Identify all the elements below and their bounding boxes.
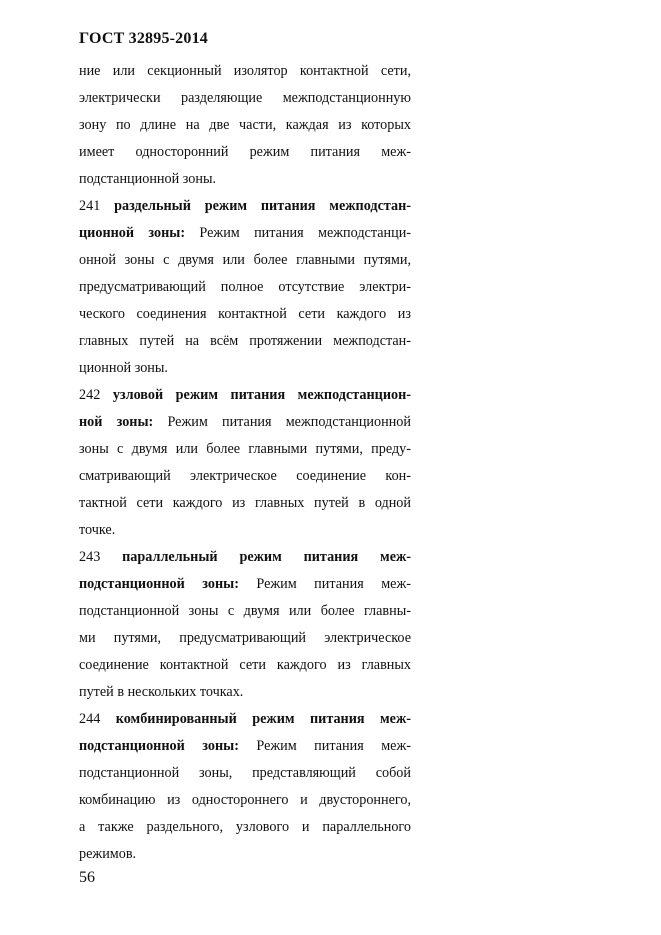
text-run: имеет односторонний режим питания меж- bbox=[79, 144, 411, 160]
text-line bbox=[79, 814, 411, 841]
text-line bbox=[79, 193, 411, 220]
text-run: Режим питания меж- bbox=[238, 576, 411, 592]
text-run: ми путями, предусматривающий электрическое bbox=[79, 630, 411, 646]
text-run: главных путей на всём протяжении межподстан- bbox=[79, 333, 411, 349]
text-line bbox=[79, 112, 411, 139]
term-heading: ной зоны: bbox=[79, 414, 154, 430]
text-line bbox=[79, 598, 411, 625]
text-run: режимов. bbox=[79, 846, 137, 862]
text-line bbox=[79, 436, 411, 463]
term-heading: подстанционной зоны: bbox=[79, 738, 239, 754]
text-line bbox=[79, 247, 411, 274]
text-line bbox=[79, 166, 411, 193]
text-run: а также раздельного, узлового и параллельного bbox=[79, 819, 411, 835]
text-run: онной зоны с двумя или более главными путями, bbox=[79, 252, 411, 268]
text-line bbox=[79, 409, 411, 436]
text-run: соединение контактной сети каждого из главных bbox=[79, 657, 411, 673]
text-run: зону по длине на две части, каждая из которых bbox=[79, 117, 411, 133]
text-line bbox=[79, 841, 411, 868]
page-number: 56 bbox=[79, 869, 95, 886]
text-run: 241 bbox=[79, 198, 115, 214]
text-run: подстанционной зоны. bbox=[79, 171, 217, 187]
text-line bbox=[79, 571, 411, 598]
text-line bbox=[79, 706, 411, 733]
text-line bbox=[79, 301, 411, 328]
text-line bbox=[79, 625, 411, 652]
text-line bbox=[79, 355, 411, 382]
text-run: комбинацию из одностороннего и двустороннего, bbox=[79, 792, 411, 808]
document-header: ГОСТ 32895-2014 bbox=[79, 30, 208, 47]
text-run: ционной зоны. bbox=[79, 360, 168, 376]
text-line bbox=[79, 85, 411, 112]
text-run: 243 bbox=[79, 549, 123, 565]
term-heading: узловой режим питания межподстанцион- bbox=[112, 387, 411, 403]
text-run: электрически разделяющие межподстанционную bbox=[79, 90, 411, 106]
text-run: тактной сети каждого из главных путей в одной bbox=[79, 495, 411, 511]
text-line bbox=[79, 490, 411, 517]
text-run: 242 bbox=[79, 387, 113, 403]
term-heading: подстанционной зоны: bbox=[79, 576, 239, 592]
text-run: Режим питания межподстанци- bbox=[185, 225, 412, 241]
text-line bbox=[79, 463, 411, 490]
text-line bbox=[79, 679, 411, 706]
text-line bbox=[79, 652, 411, 679]
text-run: точке. bbox=[79, 522, 116, 538]
text-line bbox=[79, 220, 411, 247]
text-run: Режим питания межподстанционной bbox=[153, 414, 411, 430]
text-line bbox=[79, 787, 411, 814]
text-run: зоны с двумя или более главными путями, преду- bbox=[79, 441, 411, 457]
document-body bbox=[79, 58, 411, 868]
text-line bbox=[79, 58, 411, 85]
text-run: Режим питания меж- bbox=[238, 738, 411, 754]
text-run: подстанционной зоны с двумя или более главны- bbox=[79, 603, 411, 619]
term-heading: ционной зоны: bbox=[79, 225, 186, 241]
text-run: подстанционной зоны, представляющий собой bbox=[79, 765, 411, 781]
text-run: предусматривающий полное отсутствие электри- bbox=[79, 279, 411, 295]
text-run: ние или секционный изолятор контактной сети, bbox=[79, 63, 411, 79]
text-line bbox=[79, 139, 411, 166]
text-line bbox=[79, 328, 411, 355]
text-run: сматривающий электрическое соединение кон- bbox=[79, 468, 411, 484]
text-line bbox=[79, 274, 411, 301]
term-heading: раздельный режим питания межподстан- bbox=[114, 198, 412, 214]
text-run: путей в нескольких точках. bbox=[79, 684, 244, 700]
text-run: ческого соединения контактной сети каждого из bbox=[79, 306, 411, 322]
text-line bbox=[79, 544, 411, 571]
term-heading: комбинированный режим питания меж- bbox=[115, 711, 411, 727]
text-line bbox=[79, 760, 411, 787]
text-line bbox=[79, 517, 411, 544]
term-heading: параллельный режим питания меж- bbox=[122, 549, 411, 565]
text-run: 244 bbox=[79, 711, 116, 727]
text-line bbox=[79, 382, 411, 409]
text-line bbox=[79, 733, 411, 760]
